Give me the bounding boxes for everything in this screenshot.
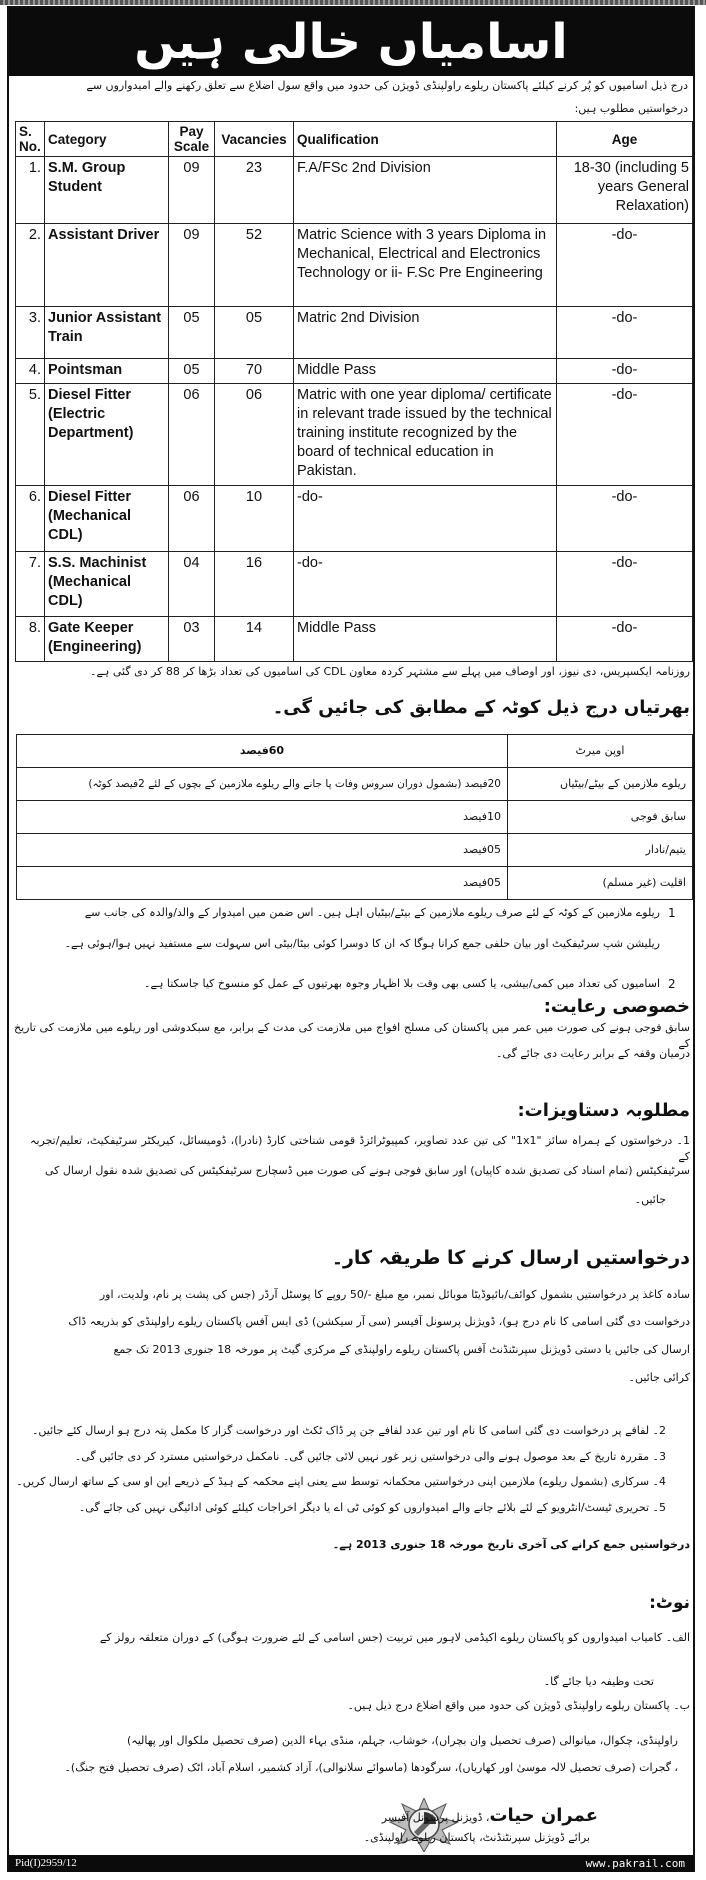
cell-sno: 1. <box>16 157 45 224</box>
quota-heading: بھرتیاں درج ذیل کوٹہ کے مطابق کی جائیں گی۔ <box>272 697 690 718</box>
footer-bar <box>9 1855 693 1872</box>
note-bay: ب۔ پاکستان ریلوے راولپنڈی ڈویژن کی حدود میں واقع اضلاع درج ذیل ہیں۔ <box>347 1699 690 1712</box>
quota-value: 05فیصد <box>17 867 508 900</box>
relaxation-line-2: درمیان وقفہ کے برابر رعایت دی جائے گی۔ <box>495 1047 690 1060</box>
header-pay-scale: Pay Scale <box>169 122 215 157</box>
quota-row <box>17 801 693 834</box>
procedure-item-4: 4۔ سرکاری (بشمول ریلوے) ملازمین اپنی درخواستیں محکمانہ توسط سے یعنی اپنے محکمہ کے ہیڈ کے ذریعے این او سی کے ساتھ ارسال کریں۔ <box>16 1475 666 1488</box>
quota-label: اقلیت (غیر مسلم) <box>508 867 693 900</box>
cell-pay-scale: 09 <box>169 224 215 307</box>
documents-line-1: 1۔ درخواستوں کے ہمراہ سائز "1x1" کی تین عدد تصاویر، کمپیوٹرائزڈ قومی شناختی کارڈ (نادرا)، ڈومیسائل، کیریکٹر سرٹیفکیٹ، تعلیم/تجربہ کے <box>30 1134 690 1163</box>
table-row <box>16 224 693 307</box>
cell-qualification: F.A/FSc 2nd Division <box>294 157 557 224</box>
table-row <box>16 157 693 224</box>
cell-pay-scale: 06 <box>169 486 215 552</box>
cell-category: Junior Assistant Train <box>45 307 169 359</box>
quota-row <box>17 768 693 801</box>
cell-pay-scale: 05 <box>169 359 215 384</box>
cell-sno: 4. <box>16 359 45 384</box>
quota-table <box>16 734 693 900</box>
intro-line-2: درخواستیں مطلوب ہیں: <box>574 102 688 115</box>
note-alif-line-1: الف۔ کامیاب امیدواروں کو پاکستان ریلوے اکیڈمی لاہور میں تربیت (جس اسامی کے لئے ضرورت ہوگی) کے دوران متعلقہ رولز کے <box>99 1631 690 1644</box>
cell-category: S.M. Group Student <box>45 157 169 224</box>
cdl-note: روزنامہ ایکسپریس، دی نیوز، اور اوصاف میں پہلے سے مشتہر کردہ معاون CDL کی اسامیوں کی تعداد بڑھا کر 88 کر دی گئی ہے۔ <box>90 665 690 678</box>
quota-row <box>17 834 693 867</box>
procedure-line-1: سادہ کاغذ پر درخواستیں بشمول کوائف/بائیوڈیٹا موبائل نمبر، مع مبلغ -/50 روپے کا پوسٹل آرڈر (جس کی پشت پر نام، ولدیت، اور <box>99 1288 690 1301</box>
intro-line-1: درج ذیل اسامیوں کو پُر کرنے کیلئے پاکستان ریلوے راولپنڈی ڈویژن کی حدود میں واقع سول اضلاع سے تعلق رکھنے والے امیدواروں سے <box>86 79 688 92</box>
cell-age: 18-30 (including 5 years General Relaxation) <box>557 157 693 224</box>
cell-sno: 7. <box>16 552 45 617</box>
cell-age: -do- <box>557 617 693 662</box>
cell-qualification: -do- <box>294 486 557 552</box>
cell-sno: 5. <box>16 384 45 486</box>
quota-label: سابق فوجی <box>508 801 693 834</box>
table-row <box>16 552 693 617</box>
header-sno: S. No. <box>16 122 45 157</box>
cell-pay-scale: 06 <box>169 384 215 486</box>
documents-line-3: جائیں۔ <box>634 1193 666 1206</box>
procedure-item-2: 2۔ لفافے پر درخواست دی گئی اسامی کا نام اور تین عدد لفافے جن پر ڈاک ٹکٹ اور درخواست گزار کا مکمل پتہ درج ہو ارسال کئے جائیں۔ <box>31 1424 666 1437</box>
cell-age: -do- <box>557 224 693 307</box>
cell-vacancies: 70 <box>215 359 294 384</box>
cell-age: -do- <box>557 359 693 384</box>
cell-age: -do- <box>557 307 693 359</box>
note-heading: نوٹ: <box>649 1593 690 1613</box>
note-alif-line-2: تحت وظیفہ دیا جائے گا۔ <box>543 1675 654 1688</box>
cell-age: -do- <box>557 384 693 486</box>
header-qualification: Qualification <box>294 122 557 157</box>
table-row <box>16 486 693 552</box>
table-header-row <box>16 122 693 157</box>
cell-category: Diesel Fitter (Mechanical CDL) <box>45 486 169 552</box>
cell-category: Assistant Driver <box>45 224 169 307</box>
cell-qualification: Matric Science with 3 years Diploma in Mechanical, Electrical and Electronics Technology or ii- F.Sc Pre Engineering <box>294 224 557 307</box>
districts-line-1: راولپنڈی، چکوال، میانوالی (صرف تحصیل وان بچراں)، خوشاب، جہلم، منڈی بہاء الدین (صرف تحصیل ملکوال اور پھالیہ) <box>126 1734 678 1747</box>
cell-sno: 8. <box>16 617 45 662</box>
cell-pay-scale: 03 <box>169 617 215 662</box>
cell-category: Diesel Fitter (Electric Department) <box>45 384 169 486</box>
header-vacancies: Vacancies <box>215 122 294 157</box>
cell-age: -do- <box>557 486 693 552</box>
title-band <box>9 8 693 76</box>
procedure-item-5: 5۔ تحریری ٹیسٹ/انٹرویو کے لئے بلائے جانے والے امیدواروں کو کوئی ٹی اے یا دیگر اخراجات کیلئے کوئی ادائیگی نہیں کی جائے گی۔ <box>78 1501 666 1514</box>
cell-age: -do- <box>557 552 693 617</box>
cell-vacancies: 06 <box>215 384 294 486</box>
header-age: Age <box>557 122 693 157</box>
procedure-line-3: ارسال کی جائیں یا دستی ڈویژنل سپرنٹنڈنٹ آفس پاکستان ریلوے راولپنڈی کے مرکزی گیٹ پر مورخہ 18 جنوری 2013 تک جمع <box>113 1343 690 1356</box>
note-number: 1 <box>668 906 676 920</box>
cell-pay-scale: 09 <box>169 157 215 224</box>
quota-value: 05فیصد <box>17 834 508 867</box>
cell-qualification: Middle Pass <box>294 359 557 384</box>
quota-label: ریلوے ملازمین کے بیٹے/بیٹیاں <box>508 768 693 801</box>
documents-line-2: سرٹیفکیٹس (تمام اسناد کی تصدیق شدہ کاپیاں) اور سابق فوجی ہونے کی صورت میں ڈسچارج سرٹیفکیٹس کی تصدیق شدہ نقول ارسال کی <box>45 1164 690 1177</box>
cell-vacancies: 23 <box>215 157 294 224</box>
districts-line-2: ، گجرات (صرف تحصیل لالہ موسیٰ اور کھاریاں)، سرگودھا (ماسوائے سلانوالی)، آزاد کشمیر، اسلام آباد، اٹک (صرف تحصیل فتح جنگ)۔ <box>64 1761 678 1774</box>
procedure-line-4: کرائی جائیں۔ <box>628 1371 690 1384</box>
website-link[interactable]: www.pakrail.com <box>585 1857 685 1870</box>
quota-label: یتیم/نادار <box>508 834 693 867</box>
relaxation-heading: خصوصی رعایت: <box>543 996 690 1017</box>
cell-vacancies: 05 <box>215 307 294 359</box>
deadline-text: درخواستیں جمع کرانے کی آخری تاریخ مورخہ 18 جنوری 2013 ہے۔ <box>332 1538 690 1551</box>
documents-heading: مطلوبہ دستاویزات: <box>517 1100 690 1121</box>
quota-row <box>17 867 693 900</box>
procedure-line-2: درخواست دی گئی اسامی کا نام درج ہو)، ڈویژنل پرسونل آفیسر (سی آر سیکشن) ڈی ایس آفس پاکستان ریلوے راولپنڈی کو بذریعہ ڈاک <box>68 1315 690 1328</box>
cell-vacancies: 52 <box>215 224 294 307</box>
signature-line-1 <box>358 1804 598 1830</box>
table-row <box>16 359 693 384</box>
quota-row <box>17 735 693 768</box>
relaxation-line-1: سابق فوجی ہونے کی صورت میں عمر میں پاکستان کی مسلح افواج میں ملازمت کی مدت کے برابر، مع سبکدوشی اور ریلوے میں ملازمت کی تاریخ کے <box>14 1021 690 1050</box>
cell-category: S.S. Machinist (Mechanical CDL) <box>45 552 169 617</box>
note-number: 2 <box>668 977 676 991</box>
quota-value: 60فیصد <box>17 735 508 768</box>
signatory-name: عمران حیات <box>489 1805 598 1826</box>
page-edge <box>0 0 706 5</box>
cell-category: Pointsman <box>45 359 169 384</box>
note-1-line-2: ریلیشن شپ سرٹیفکیٹ اور بیان حلفی جمع کرانا ہوگا کہ ان کا دوسرا کوئی بیٹا/بیٹی اس سہولت سے مستفید نہیں ہوا/ہوئی ہے۔ <box>64 937 660 950</box>
page-title: اسامیاں خالی ہیں <box>134 14 568 70</box>
vacancies-table <box>15 121 693 662</box>
cell-qualification: Matric with one year diploma/ certificate in relevant trade issued by the technical training institute recognized by the board of technical education in Pakistan. <box>294 384 557 486</box>
quota-value: 20فیصد (بشمول دوران سروس وفات پا جانے والے ریلوے ملازمین کے بچوں کے لئے 2فیصد کوٹہ) <box>17 768 508 801</box>
cell-vacancies: 10 <box>215 486 294 552</box>
cell-qualification: Middle Pass <box>294 617 557 662</box>
note-2-line-1: اسامیوں کی تعداد میں کمی/بیشی، یا کسی بھی وقت بلا اظہار وجوہ بھرتیوں کے عمل کو منسوخ کیا جاسکتا ہے۔ <box>144 977 660 990</box>
cell-qualification: -do- <box>294 552 557 617</box>
signature-line-2: برائے ڈویژنل سپرنٹنڈنٹ، پاکستان ریلوے راولپنڈی۔ <box>363 1831 590 1844</box>
cell-sno: 2. <box>16 224 45 307</box>
cell-vacancies: 16 <box>215 552 294 617</box>
quota-label: اوپن میرٹ <box>508 735 693 768</box>
cell-sno: 6. <box>16 486 45 552</box>
quota-value: 10فیصد <box>17 801 508 834</box>
cell-category: Gate Keeper (Engineering) <box>45 617 169 662</box>
note-1-line-1: ریلوے ملازمین کے کوٹہ کے لئے صرف ریلوے ملازمین کے بیٹے/بیٹیاں اہل ہیں۔ اس ضمن میں امیدوار کے والد/والدہ کی جانب سے <box>84 906 660 919</box>
procedure-item-3: 3۔ مقررہ تاریخ کے بعد موصول ہونے والی درخواستیں زیر غور نہیں لائی جائیں گی۔ نامکمل درخواستیں مسترد کر دی جائیں گی۔ <box>74 1450 666 1463</box>
cell-pay-scale: 05 <box>169 307 215 359</box>
table-row <box>16 307 693 359</box>
cell-sno: 3. <box>16 307 45 359</box>
cell-pay-scale: 04 <box>169 552 215 617</box>
cell-vacancies: 14 <box>215 617 294 662</box>
cell-qualification: Matric 2nd Division <box>294 307 557 359</box>
table-row <box>16 617 693 662</box>
procedure-heading: درخواستیں ارسال کرنے کا طریقہ کار۔ <box>331 1247 690 1269</box>
table-row <box>16 384 693 486</box>
publication-id: Pid(I)2959/12 <box>15 1857 77 1869</box>
signatory-designation: ، ڈویژنل پرسونل آفیسر <box>381 1811 490 1824</box>
header-category: Category <box>45 122 169 157</box>
